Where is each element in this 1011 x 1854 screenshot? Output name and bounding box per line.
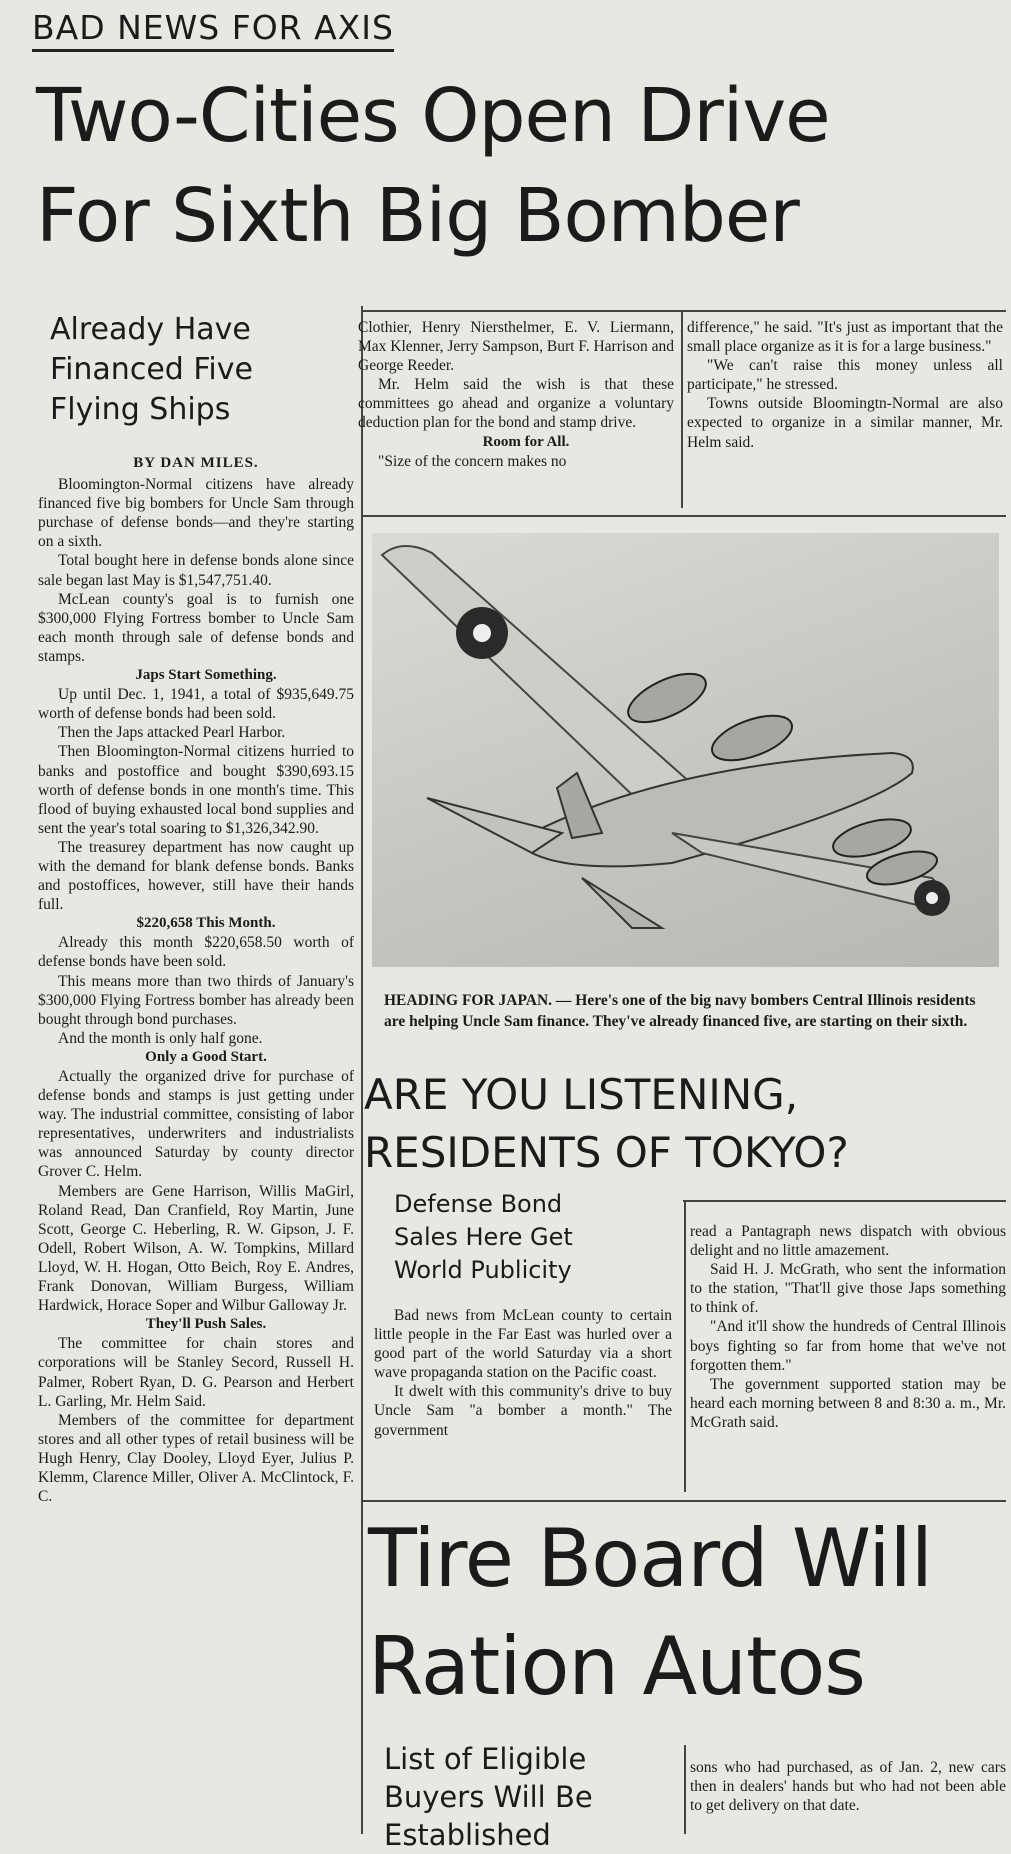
story2-column-right: [690, 1222, 1006, 1432]
column-rule: [681, 310, 683, 508]
story3-top-rule: [361, 1500, 1006, 1502]
subhead: Only a Good Start.: [145, 1048, 267, 1065]
story2-column-left: [374, 1306, 672, 1440]
paragraph: Actually the organized drive for purchase of defense bonds and stamps is just getting under way. The industrial committee, consisting of labor representatives, underwriters and industrialists was announced Saturday by county director Grover C. Helm.: [38, 1068, 354, 1181]
paragraph: Then the Japs attacked Pearl Harbor.: [58, 724, 286, 742]
paragraph: Then Bloomington-Normal citizens hurried to banks and postoffice and bought $390,693.15 worth of defense bonds in one month's time. This flood of buying exhausted local bond supplies and sent the year's total soaring to $1,326,342.90.: [38, 743, 354, 837]
deck-line: Financed Five: [50, 352, 253, 387]
paragraph: And the month is only half gone.: [58, 1029, 263, 1047]
paragraph: It dwelt with this community's drive to buy Uncle Sam "a bomber a month." The government: [374, 1383, 672, 1439]
banner-headline: [36, 66, 996, 266]
story1-column-3: [687, 318, 1003, 452]
column-rule: [684, 1200, 686, 1492]
paragraph: Clothier, Henry Niersthelmer, E. V. Liermann, Max Klenner, Jerry Sampson, Burt F. Harrison and George Reeder.: [358, 319, 674, 375]
paragraph: The government supported station may be heard each morning between 8 and 8:30 a. m., Mr. McGrath said.: [690, 1375, 1006, 1431]
paragraph: Bad news from McLean county to certain little people in the Far East was hurled over a good part of the world Saturday via a short wave propaganda station on the Pacific coast.: [374, 1307, 672, 1382]
story1-column-2: [358, 318, 674, 471]
photo-caption: HEADING FOR JAPAN. — Here's one of the big navy bombers Central Illinois residents are helping Uncle Sam finance. They've already financed five, are starting on their sixth.: [384, 992, 976, 1030]
subhead: Japs Start Something.: [135, 667, 277, 684]
story1-column-1: [38, 440, 354, 1834]
paragraph: Total bought here in defense bonds alone since sale began last May is $1,547,751.40.: [38, 552, 354, 589]
banner-line-1: Two-Cities Open Drive: [36, 73, 830, 159]
story-top-rule: [361, 310, 1006, 312]
story3-deck: [384, 1740, 684, 1854]
deck-line: World Publicity: [394, 1256, 572, 1284]
headline-line: RESIDENTS OF TOKYO?: [364, 1128, 849, 1177]
paragraph: Up until Dec. 1, 1941, a total of $935,649.75 worth of defense bonds had been sold.: [38, 686, 354, 723]
headline-line: Ration Autos: [368, 1620, 865, 1713]
paragraph: Said H. J. McGrath, who sent the information to the station, "That'll give those Japs something to think of.: [690, 1261, 1006, 1317]
headline-line: ARE YOU LISTENING,: [364, 1070, 799, 1119]
story2-deck: [394, 1188, 674, 1287]
bomber-plane-icon: [372, 533, 999, 967]
paragraph: Bloomington-Normal citizens have already financed five big bombers for Uncle Sam through purchase of defense bonds—and they're starting on a sixth.: [38, 476, 354, 551]
subhead: Room for All.: [482, 433, 570, 450]
deck-line: Defense Bond: [394, 1190, 563, 1218]
paragraph: Towns outside Bloomingtn-Normal are also expected to organize in a similar manner, Mr. Helm said.: [687, 395, 1003, 451]
paragraph: read a Pantagraph news dispatch with obvious delight and no little amazement.: [690, 1223, 1006, 1260]
paragraph: Mr. Helm said the wish is that these committees go ahead and organize a voluntary deduction plan for the bond and stamp drive.: [358, 376, 674, 432]
paragraph: This means more than two thirds of January's $300,000 Flying Fortress bomber has already been bought through bond purchases.: [38, 972, 354, 1028]
paragraph: Already this month $220,658.50 worth of defense bonds have been sold.: [38, 934, 354, 971]
subhead: $220,658 This Month.: [136, 915, 276, 932]
byline: BY DAN MILES.: [133, 455, 259, 471]
story3-column-right: [690, 1758, 1006, 1834]
paragraph: The committee for chain stores and corporations will be Stanley Secord, Russell H. Palmer, Robert Ryan, D. G. Pearson and Herbert L. Garling, Mr. Helm Said.: [38, 1335, 354, 1410]
banner-line-2: For Sixth Big Bomber: [36, 173, 799, 259]
paragraph: "And it'll show the hundreds of Central Illinois boys fighting so far from home that we've not forgotten them.": [690, 1318, 1006, 1374]
deck-line: Sales Here Get: [394, 1223, 573, 1251]
story2-headline: [364, 1066, 1004, 1182]
photo-top-rule: [361, 515, 1006, 517]
kicker: BAD NEWS FOR AXIS: [32, 8, 394, 52]
deck-line: Already Have: [50, 312, 251, 347]
headline-line: Tire Board Will: [368, 1512, 932, 1605]
story2-rule: [683, 1200, 1006, 1202]
subhead: They'll Push Sales.: [145, 1316, 267, 1333]
deck-line: Flying Ships: [50, 392, 231, 427]
bomber-photo: [372, 533, 999, 967]
story3-headline: [368, 1505, 1008, 1721]
paragraph: Members of the committee for department stores and all other types of retail business will be Hugh Henry, Clay Dooley, Lloyd Eyer, Julius P. Klemm, Clarence Miller, Oliver A. McClintock, F. C.: [38, 1411, 354, 1506]
deck-line: Established: [384, 1818, 551, 1852]
paragraph: The treasurey department has now caught up with the demand for blank defense bonds. Banks and postoffices, however, still have their hands full.: [38, 838, 354, 914]
paragraph: Members are Gene Harrison, Willis MaGirl, Roland Read, Dan Cranfield, Roy Martin, June Scott, George C. Heberling, R. W. Gipson, J. F. Odell, Robert Wilson, A. W. Tompkins, Millard Lloyd, W. H. Hogan, Otto Beich, Roy E. Andres, Frank Donovan, William Burgess, William Hardwick, Horace Soper and Wilbur Galloway Jr.: [38, 1182, 354, 1315]
paragraph: "We can't raise this money unless all participate," he stressed.: [687, 357, 1003, 394]
paragraph: difference," he said. "It's just as important that the small place organize as it is for a large business.": [687, 319, 1003, 356]
story1-deck: [50, 310, 350, 430]
paragraph: "Size of the concern makes no: [378, 452, 567, 470]
paragraph: sons who had purchased, as of Jan. 2, new cars then in dealers' hands but who had not been able to get delivery on that date.: [690, 1759, 1006, 1815]
column-rule: [684, 1745, 686, 1834]
deck-line: List of Eligible: [384, 1742, 587, 1776]
column-rule: [361, 306, 363, 1834]
paragraph: McLean county's goal is to furnish one $300,000 Flying Fortress bomber to Uncle Sam each month through sale of defense bonds and stamps.: [38, 590, 354, 665]
deck-line: Buyers Will Be: [384, 1780, 593, 1814]
